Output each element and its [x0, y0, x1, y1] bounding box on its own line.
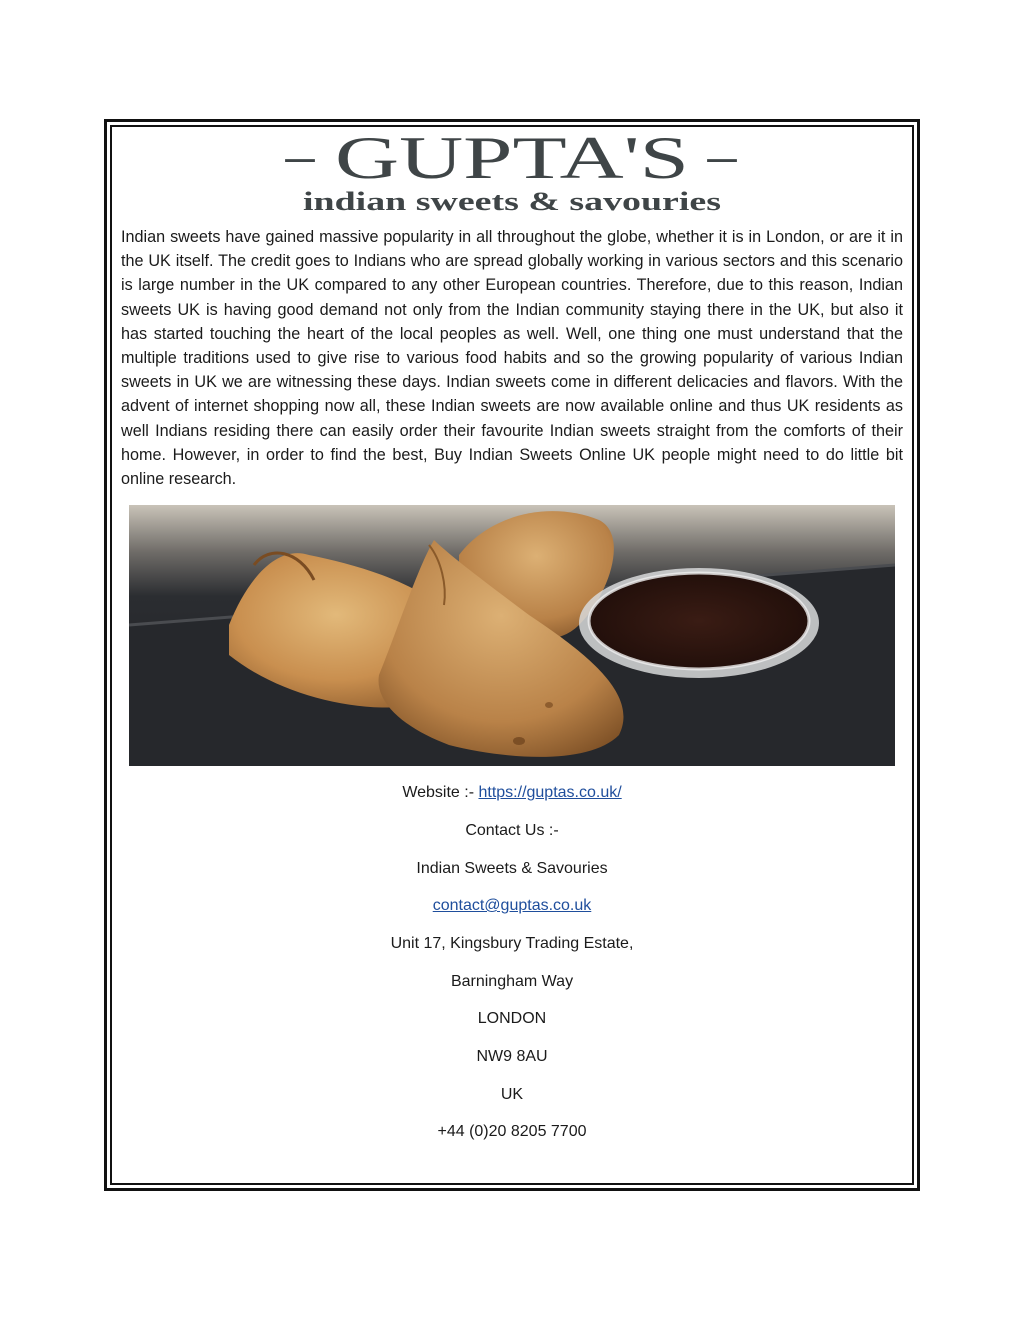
logo-dash-right: –: [707, 128, 737, 187]
business-name: Indian Sweets & Savouries: [416, 860, 608, 877]
postcode: NW9 8AU: [476, 1048, 548, 1065]
email-line: [0, 896, 1024, 916]
website-label: Website :-: [402, 784, 479, 801]
city: LONDON: [477, 1010, 547, 1027]
contact-heading: Contact Us :-: [465, 822, 559, 839]
guptas-logo: [270, 128, 754, 218]
intro-paragraph: Indian sweets have gained massive popularity in all throughout the globe, whether it is in London, or are it in the UK itself. The credit goes to Indians who are spread globally working in various sectors and this scenario is large number in the UK compared to any other European countries. Therefore, due to this reason, Indian sweets UK is having good demand not only from the Indian community staying there in the UK, but also it has started touching the heart of the local peoples as well. Well, one thing one must understand that the multiple traditions used to give rise to various food habits and so the growing popularity of various Indian sweets in UK we are witnessing these days. Indian sweets come in different delicacies and flavors. With the advent of internet shopping now all, these Indian sweets are now available online and thus UK residents as well Indians residing there can easily order their favourite Indian sweets straight from the comforts of their home. However, in order to find the best, Buy Indian Sweets Online UK people might need to do little bit online research.: [121, 228, 903, 489]
logo-dash-left: –: [285, 128, 315, 187]
samosa-photo: [129, 505, 895, 766]
website-link[interactable]: https://guptas.co.uk/: [478, 784, 622, 801]
country: UK: [500, 1086, 524, 1103]
logo-tagline: indian sweets & savouries: [303, 187, 721, 216]
logo-brand-name: GUPTA'S: [335, 128, 689, 191]
phone: +44 (0)20 8205 7700: [437, 1123, 587, 1140]
website-line: [0, 783, 1024, 803]
email-link[interactable]: contact@guptas.co.uk: [432, 897, 592, 914]
address-line1: Unit 17, Kingsbury Trading Estate,: [390, 935, 634, 952]
address-line2: Barningham Way: [450, 973, 574, 990]
